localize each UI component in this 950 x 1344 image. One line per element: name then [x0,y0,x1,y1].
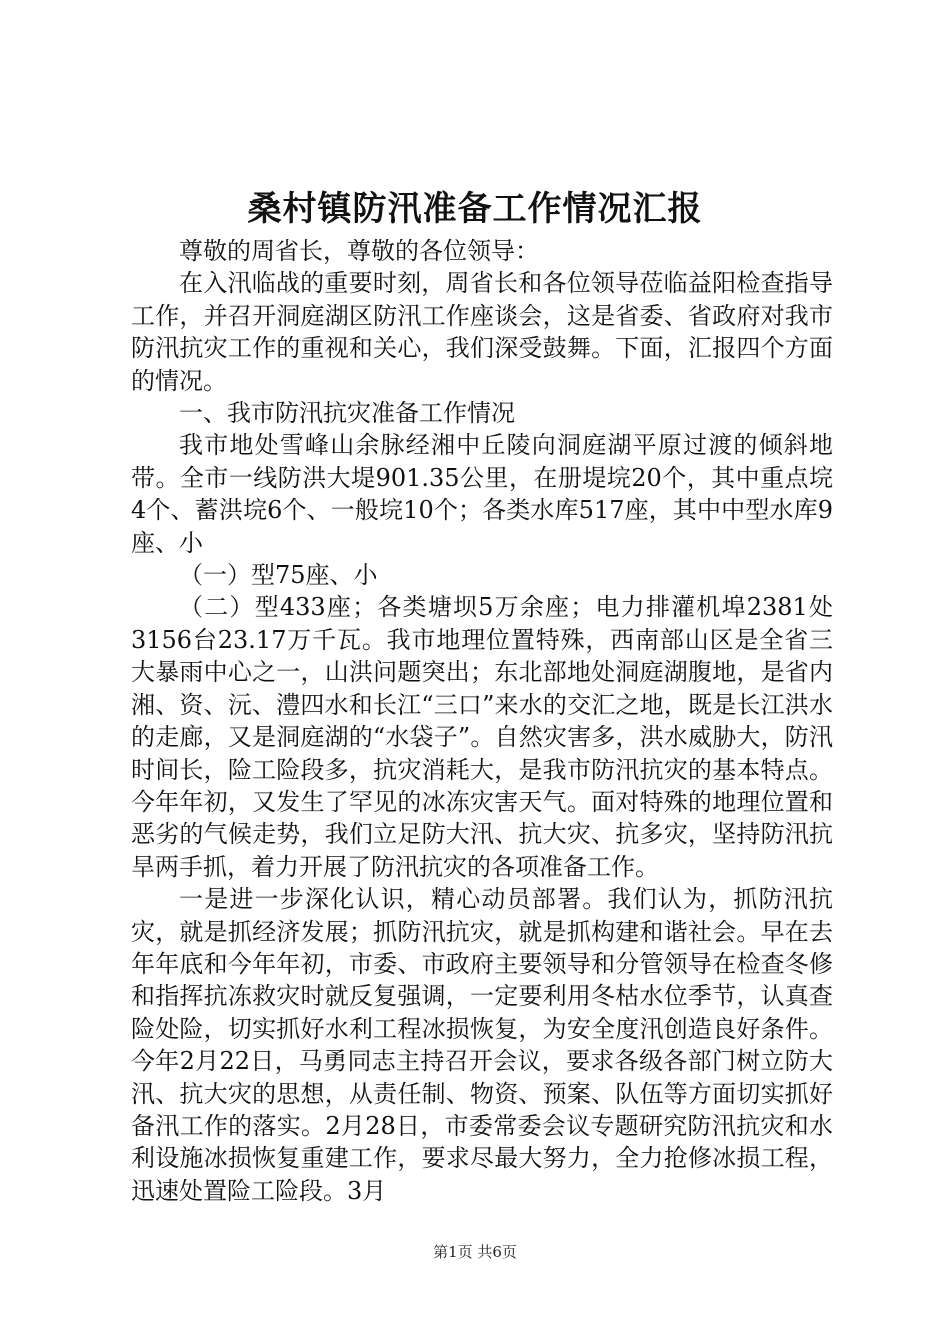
page-footer: 第1页 共6页 [433,1243,517,1261]
intro-paragraph: 在入汛临战的重要时刻，周省长和各位领导莅临益阳检查指导工作，并召开洞庭湖区防汛工作座谈会，这是省委、省政府对我市防汛抗灾工作的重视和关心，我们深受鼓舞。下面，汇报四个方面的情况。 [131,269,833,395]
salutation-paragraph: 尊敬的周省长，尊敬的各位领导： [179,237,539,265]
document-body [131,235,833,1207]
section-heading-1: 一、我市防汛抗灾准备工作情况 [179,399,515,428]
body-paragraph: 一是进一步深化认识，精心动员部署。我们认为，抓防汛抗灾，就是抓经济发展；抓防汛抗灾，就是抓构建和谐社会。早在去年年底和今年年初，市委、市政府主要领导和分管领导在检查冬修和指挥抗冻救灾时就反复强调，一定要利用冬枯水位季节，认真查险处险，切实抓好水利工程冰损恢复，为安全度汛创造良好条件。今年2月22日，马勇同志主持召开会议，要求各级各部门树立防大汛、抗大灾的思想，从责任制、物资、预案、队伍等方面切实抓好备汛工作的落实。2月28日，市委常委会议专题研究防汛抗灾和水利设施冰损恢复重建工作，要求尽最大努力，全力抢修冰损工程，迅速处置险工险段。3月 [131,885,833,1205]
document-title: 桑村镇防汛准备工作情况汇报 [247,189,703,229]
body-paragraph: 我市地处雪峰山余脉经湘中丘陵向洞庭湖平原过渡的倾斜地带。全市一线防洪大堤901.35公里，在册堤垸20个，其中重点垸4个、蓄洪垸6个、一般垸10个；各类水库517座，其中中型水库9座、小 [131,431,833,557]
body-paragraph: （二）型433座；各类塘坝5万余座；电力排灌机埠2381处3156台23.17万千瓦。我市地理位置特殊，西南部山区是全省三大暴雨中心之一，山洪问题突出；东北部地处洞庭湖腹地，是省内湘、资、沅、澧四水和长江“三口”来水的交汇之地，既是长江洪水的走廊，又是洞庭湖的“水袋子”。自然灾害多，洪水威胁大，防汛时间长，险工险段多，抗灾消耗大，是我市防汛抗灾的基本特点。今年年初，又发生了罕见的冰冻灾害天气。面对特殊的地理位置和恶劣的气候走势，我们立足防大汛、抗大灾、抗多灾，坚持防汛抗旱两手抓，着力开展了防汛抗灾的各项准备工作。 [131,593,833,881]
body-paragraph: （一）型75座、小 [179,561,378,590]
